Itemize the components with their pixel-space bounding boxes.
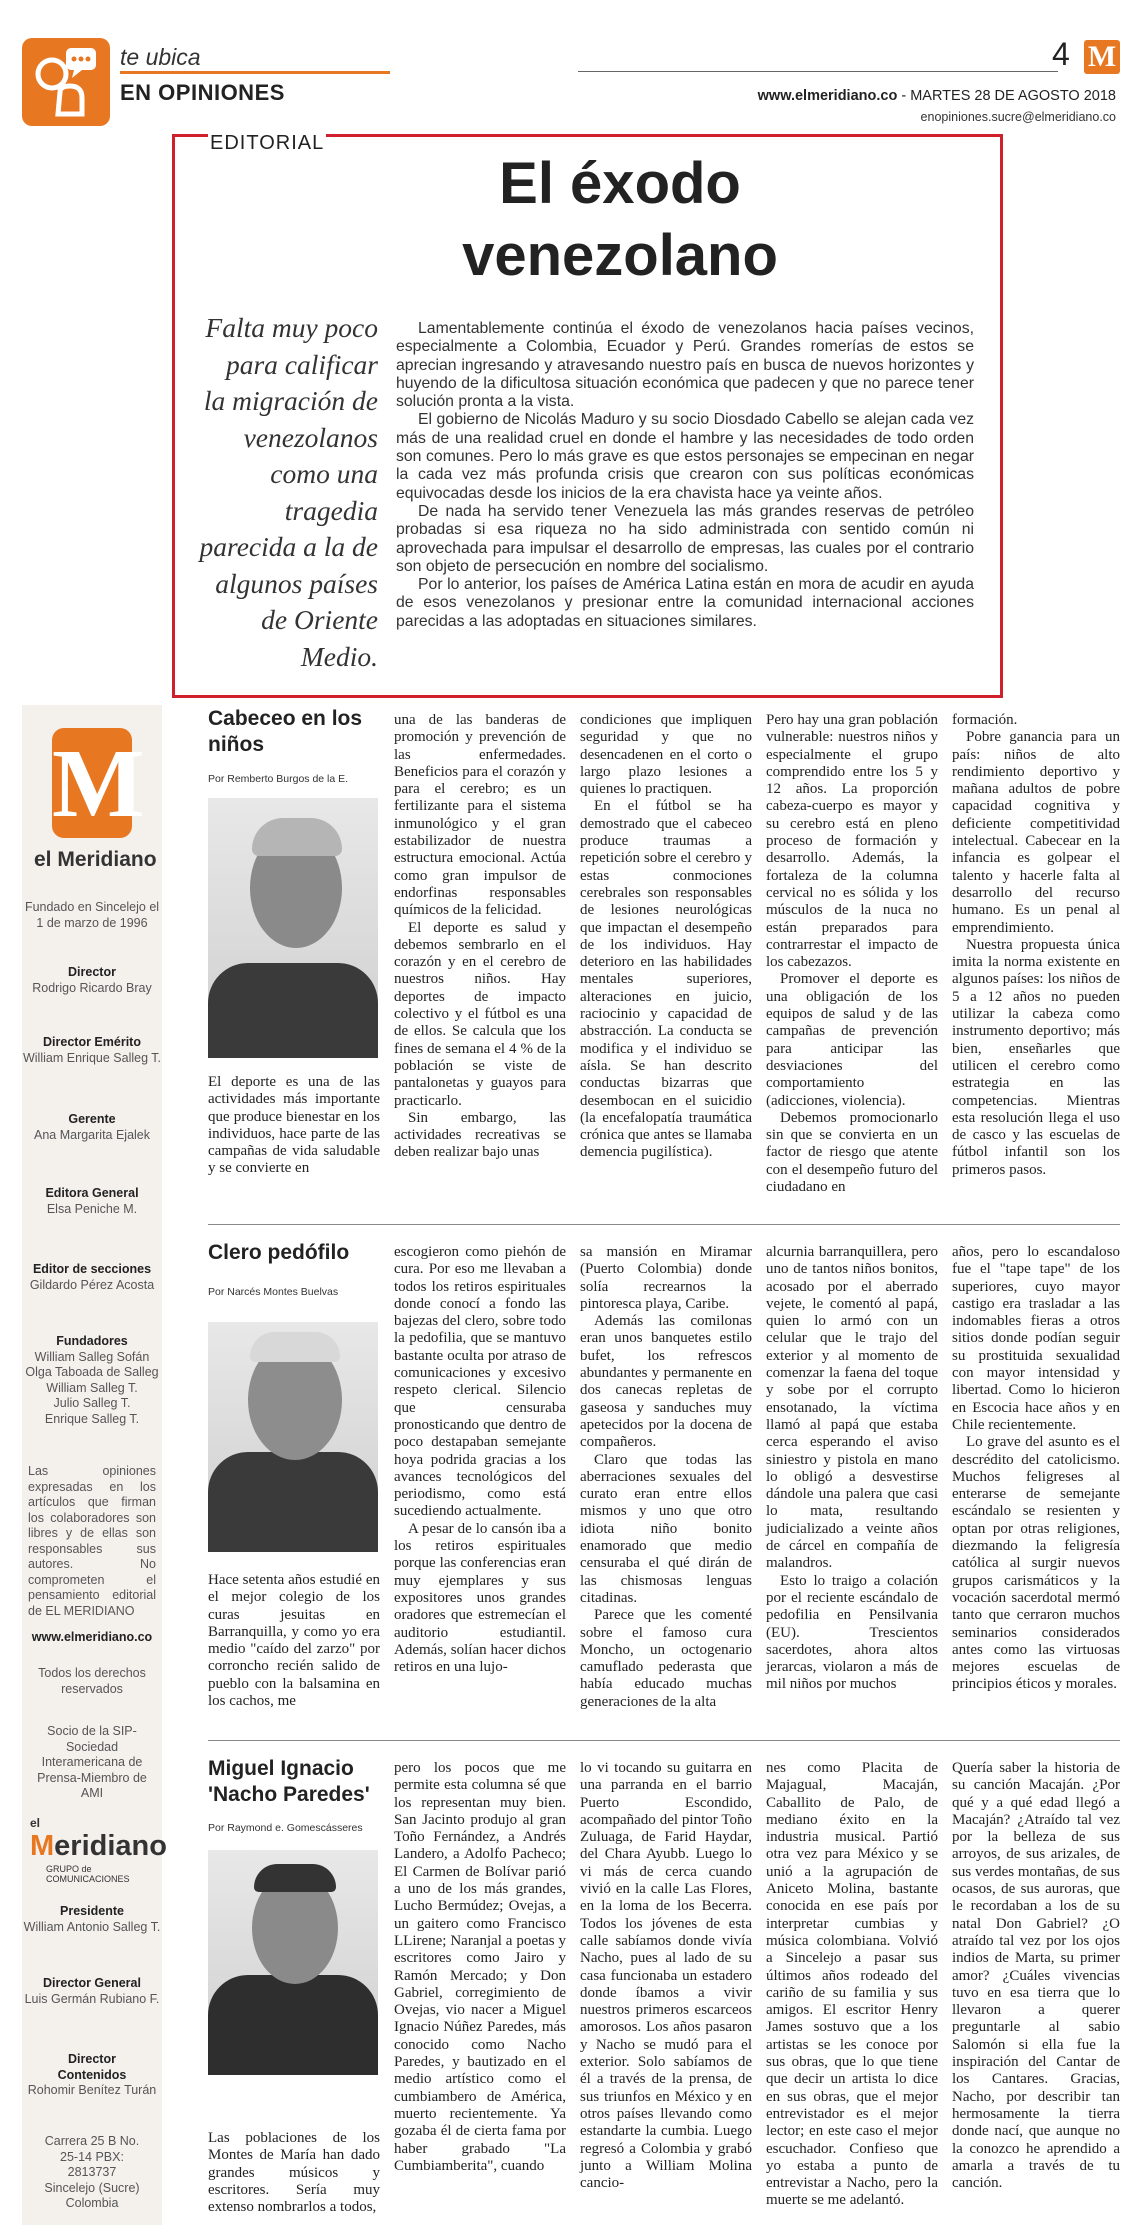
- article-column: [766, 1244, 938, 1694]
- staff-entry: [22, 1186, 162, 1217]
- staff-role: Director Contenidos: [57, 2052, 127, 2082]
- photo-hair-icon: [250, 1332, 340, 1362]
- editorial-title: El éxodo venezolano: [462, 151, 778, 288]
- column-paragraph: lo vi tocando su guitarra en una parranda en el barrio Puerto Escondido, acompañado del pintor Toño Zuluaga, de Farid Haydar, del Chara Ayubb. Luego lo vi más de cerca cuando vivió en la calle Las Flores, en la loma de los Becerra. Todos los jóvenes de esta calle sabíamos donde vivía Nacho, pues al lado de su casa funcionaba un estadero donde íbamos a vivir nuestros primeros escarceos amorosos. Los años pasaron y Nacho se mudó para el exterior. Solo sabíamos de él a través de la prensa, de sus triunfos en México y en otros países llevando como estandarte la cumbia. Luego regresó a Colombia y grabó junto a William Molina cancio-: [580, 1760, 752, 2192]
- staff-name: Ana Margarita Ejalek: [33, 1127, 151, 1142]
- photo-body-icon: [208, 1452, 378, 1552]
- staff-role: Editor de secciones: [32, 1262, 152, 1276]
- editorial-pull-quote: Falta muy poco para calificar la migración de venezolanos como una tragedia parecida a la de algunos países de Oriente Medio.: [199, 312, 378, 672]
- column-paragraph: una de las banderas de promoción y prevención de las enfermedades. Beneficios para el corazón y para el cerebro; es un fertilizante para el sistema inmunológico y el gran estabilizador de nuestra estructura emocional. Actúa como gran impulsor de endorfinas responsables químicos de la felicidad.: [394, 712, 566, 919]
- rights-note: Todos los derechos reservados: [38, 1666, 146, 1696]
- founder-name: Olga Taboada de Salleg: [25, 1365, 159, 1379]
- page-number: 4: [1052, 36, 1070, 72]
- founder-name: Enrique Salleg T.: [44, 1411, 140, 1426]
- article-column: [580, 712, 752, 1162]
- website-link[interactable]: www.elmeridiano.co: [757, 88, 898, 104]
- founders-list: [22, 1334, 162, 1427]
- column-paragraph: A pesar de lo cansón iba a los retiros espirituales porque las conferencias eran muy ejemplares y sus expositores unos grandes oradores que estremecían el auditorio estudiantil. Además, solían hacer dichos retiros en una lujo-: [394, 1520, 566, 1676]
- group-brand: [30, 1830, 167, 1863]
- article-column: [394, 1760, 566, 2175]
- group-staff-entry: [22, 2052, 162, 2099]
- sip-note: Socio de la SIP-Sociedad Interamericana de Prensa-Miembro de AMI: [37, 1724, 147, 1800]
- article-lead: [208, 1572, 380, 1710]
- article-byline: Por Remberto Burgos de la E.: [208, 773, 349, 785]
- site-date-line: [758, 88, 1116, 104]
- editorial-paragraph: El gobierno de Nicolás Maduro y su socio Diosdado Cabello se alejan cada vez más de una realidad cruel en donde el hambre y las necesidades de todo orden son comunes. Pero lo más grave es que estos personajes se empecinan en negar la cada vez más profunda crisis que crearon con sus políticas económicas equivocadas desde los inicios de la era chavista hace ya veinte años.: [396, 411, 974, 502]
- article-divider: [208, 1740, 1120, 1741]
- editorial-body: [396, 320, 974, 631]
- staff-name: Gildardo Pérez Acosta: [29, 1277, 155, 1292]
- photo-hair-icon: [254, 1864, 336, 1892]
- staff-entry: [22, 1112, 162, 1143]
- address: Carrera 25 B No. 25-14 PBX: 2813737 Sincelejo (Sucre) Colombia: [44, 2134, 140, 2210]
- column-paragraph: Promover el deporte es una obligación de los equipos de salud y de las campañas de prevención para anticipar las desviaciones del comportamiento (adicciones, violencia).: [766, 971, 938, 1109]
- column-paragraph: Nuestra propuesta única imita la norma existente en algunos países: los niños de 5 a 12 años no pueden utilizar la cabeza como instrumento deportivo; más bien, enseñarles que utilicen el cerebro como estrategia en las competencias. Mientras esta resolución llega el uso de casco y las escuelas de fútbol infantil son los primeros pasos.: [952, 936, 1120, 1178]
- author-photo: [208, 1322, 378, 1552]
- article-column: [580, 1244, 752, 1711]
- article-column: [952, 1244, 1120, 1694]
- staff-role: Presidente: [60, 1904, 124, 1918]
- column-paragraph: formación.: [952, 712, 1018, 728]
- staff-role: Editora General: [45, 1186, 139, 1200]
- section-title: EN OPINIONES: [120, 80, 285, 105]
- column-paragraph: Debemos promocionarlo sin que se convierta en un factor de riesgo que atente con el desempeño futuro del ciudadano en: [766, 1109, 938, 1196]
- article-column: [952, 712, 1120, 1179]
- article-column: [580, 1760, 752, 2192]
- lead-paragraph: El deporte es una de las actividades más importante que produce bienestar en los individuos, hace parte de las campañas de vida saludable y se convierte en: [208, 1074, 380, 1177]
- lead-paragraph: Hace setenta años estudié en el mejor colegio de los curas jesuitas en Barranquilla, y como yo era medio "caído del zarzo" por corroncho recién salido de pueblo con la balsamina en los cachos, me: [208, 1572, 380, 1710]
- column-paragraph: pero los pocos que me permite esta columna sé que los representan muy bien. San Jacinto produjo al gran Toño Fernández, a Andrés Landero, a Adolfo Pacheco; El Carmen de Bolívar parió a uno de los más grandes, Lucho Bermúdez; Ovejas, a un gaitero como Francisco LLirene; Naranjal a poetas y escritores como Jairo y Ramón Mercado; y Don Gabriel, corregimiento de Ovejas, vio nacer a Miguel Ignacio Núñez Paredes, más conocido como Nacho Paredes, y bautizado en el medio artístico como el cumbiambero de América, muerto recientemente. Ya gozaba él de cierta fama por haber grabado "La Cumbiamberita", cuando: [394, 1760, 566, 2174]
- editorial-paragraph: Por lo anterior, los países de América Latina están en mora de acudir en ayuda de esos venezolanos y presionar entre la comunidad internacional acciones parecidas a las adoptadas en situaciones similares.: [396, 576, 974, 630]
- founder-name: William Salleg Sofán: [34, 1349, 150, 1364]
- column-paragraph: Sin embargo, las actividades recreativas se deben realizar bajo unas: [394, 1109, 566, 1161]
- author-photo: [208, 798, 378, 1058]
- sidebar-brand: el Meridiano: [34, 848, 157, 871]
- article-lead: [208, 2130, 380, 2216]
- column-paragraph: Además las comilonas eran unos banquetes estilo bufet, los refrescos abundantes y permanente en dos canecas repletas de gaseosa y sanduches muy apetecidos por la docena de compañeros.: [580, 1313, 752, 1451]
- staff-name: William Enrique Salleg T.: [22, 1050, 162, 1065]
- staff-name: Rohomir Benítez Turán: [27, 2083, 157, 2097]
- staff-role: Director Emérito: [43, 1035, 141, 1049]
- column-paragraph: alcurnia barranquillera, pero uno de tantos niños bonitos, acosado por el aberrado vejete, le comentó al papá, quien lo armó con un celular que le trajo del exterior y al momento de comenzar la faena del toque y sobe por el corrupto ensotanado, la víctima llamó al papá que estaba cerca esperando el aviso siniestro y pistola en mano lo obligó a desvestirse dándole una palera que casi lo mata, resultando judicializado a veinte años de cárcel en compañía de malandros.: [766, 1244, 938, 1572]
- article-title: Clero pedófilo: [208, 1241, 350, 1264]
- article-column: [952, 1760, 1120, 2192]
- article-title: Cabeceo en los niños: [208, 707, 363, 756]
- group-brand-sub: GRUPO de COMUNICACIONES: [46, 1864, 130, 1884]
- column-paragraph: Quería saber la historia de su canción Macaján. ¿Por qué y a qué edad llegó a Macaján? ¿Atraído tal vez por la belleza de sus arroyos, de sus arizales, de sus verdes montañas, de sus ocasos, de sus auroras, que le recordaban a los de su natal Don Gabriel? ¿O atraído tal vez por los ojos indios de Marta, su primer amor? ¿Cuáles vivencias tuvo en esa tierra que lo llevaron a querer preguntarle al sabio Salomón si ella fue la inspiración del Cantar de los Cantares. Gracias, Nacho, por describir tan hermosamente la tierra donde nací, que aunque no la conozco he aprendido a amarla a través de tu canción.: [952, 1760, 1120, 2192]
- founders-title: Fundadores: [56, 1334, 128, 1348]
- column-paragraph: Claro que todas las aberraciones sexuales del curato eran entre ellos mismos y uno que otro idiota niño bonito enamorado que medio censuraba el qué dirán de las chismosas lenguas citadinas.: [580, 1451, 752, 1606]
- meridiano-m-logo-icon: M: [52, 730, 145, 838]
- article-title: Miguel Ignacio 'Nacho Paredes': [208, 1757, 370, 1806]
- photo-body-icon: [208, 963, 378, 1058]
- founder-name: Julio Salleg T.: [53, 1396, 131, 1410]
- staff-name: Elsa Peniche M.: [46, 1201, 138, 1216]
- editorial-paragraph: Lamentablemente continúa el éxodo de venezolanos hacia países vecinos, especialmente a Colombia, Ecuador y Perú. Grandes romerías de estos se aprecian ingresando y atravesando nuestro país en busca de nuevos horizontes y huyendo de la dificultosa situación económica que padecen y que no parece tener solución pronta a la vista.: [396, 320, 974, 411]
- header-orange-rule: [120, 71, 390, 74]
- founder-name: William Salleg T.: [46, 1380, 138, 1395]
- section-logo-icon: [22, 38, 110, 126]
- photo-hair-icon: [252, 818, 342, 856]
- article-column: [394, 712, 566, 1162]
- column-paragraph: nes como Placita de Majagual, Macaján, Caballito de Palo, de mediano éxito en la industria musical. Partió otra vez para México y se unió a la agrupación de Aniceto Molina, bastante conocida en ese país por interpretar cumbias y música colombiana. Volvió a Sincelejo a pasar sus últimos años rodeado del cariño de su familia y sus amigos. El escritor Henry James sostuvo que a los artistas se les conoce por sus obras, que lo que tiene que decir un artista lo dice en sus obras, que el mejor entrevistador es el mejor lector; en este caso el mejor escuchador. Confieso que yo estaba a punto de entrevistar a Nacho, pero la muerte se me adelantó.: [766, 1760, 938, 2209]
- group-brand-initial-icon: M: [30, 1830, 55, 1862]
- staff-entry: [22, 965, 162, 996]
- column-paragraph: En el fútbol se ha demostrado que el cabeceo produce traumas a repetición sobre el cerebro y estas conmociones cerebrales son responsables de lesiones neurológicas que impactan el desempeño de los individuos. Hay deterioro en las habilidades mentales superiores, alteraciones en juicio, raciocinio y capacidad de abstracción. La conducta se modifica y el individuo se aísla. Se han descrito conductas bizarras que desembocan en el suicidio (la encefalopatía traumática crónica que antes se llamaba demencia pugilística).: [580, 798, 752, 1161]
- staff-role: Director General: [43, 1976, 141, 1990]
- staff-role: Gerente: [68, 1112, 116, 1126]
- staff-entry: [22, 1035, 162, 1066]
- photo-body-icon: [208, 1975, 378, 2075]
- editorial-label: EDITORIAL: [210, 132, 325, 154]
- column-paragraph: escogieron como piehón de cura. Por eso me llevaban a todos los retiros espirituales donde conocí a fondo las bajezas del clero, sobre todo la pedofilia, que se mantuvo bastante oculta por atraso de comunicaciones y excesivo respeto clerical. Silencio que censuraba pronosticando que dentro de poco destapaban semejante hoya podrida gracias a los avances tecnológicos del periodismo, como está sucediendo actualmente.: [394, 1244, 566, 1520]
- column-paragraph: El deporte es salud y debemos sembrarlo en el corazón y en el cerebro de nuestros niños. Hay deportes de impacto colectivo y el fútbol es una de ellos. Se calcula que los fines de semana el 4 % de la población se viste de pantalonetas y guayos para practicarlo.: [394, 919, 566, 1109]
- lead-paragraph: Las poblaciones de los Montes de María han dado grandes músicos y escritores. Sería muy extenso nombrarlos a todos,: [208, 2130, 380, 2216]
- column-paragraph: Parece que les comenté sobre el famoso cura Moncho, un octogenario camuflado pederasta que había educado muchas generaciones de la alta: [580, 1607, 752, 1710]
- staff-entry: [22, 1262, 162, 1293]
- staff-name: Rodrigo Ricardo Bray: [32, 980, 152, 995]
- column-paragraph: Pobre ganancia para un país: niños de alto rendimiento deportivo y mañana adultos de pobre capacidad cognitiva y deficiente competitividad intelectual. Cabecear en la infancia es golpear el talento y hacerle falta al desarrollo del recurso humano. Es un penal al emprendimiento.: [952, 729, 1120, 936]
- issue-date: - MARTES 28 DE AGOSTO 2018: [897, 88, 1116, 104]
- meridiano-logo-icon: M: [1084, 40, 1120, 74]
- group-staff-entry: [22, 1904, 162, 1935]
- article-byline: Por Raymond e. Gomescásseres: [208, 1822, 363, 1834]
- section-kicker: te ubica: [120, 44, 201, 70]
- sidebar-website[interactable]: www.elmeridiano.co: [31, 1630, 153, 1644]
- column-paragraph: Pero hay una gran población vulnerable: nuestros niños y especialmente el grupo comprendido entre los 5 y 12 años. La proporción cabeza-cuerpo es mayor y su cerebro está en pleno proceso de formación y desarrollo. Además, la fortaleza de la columna cervical no es sólida y los músculos de la nuca no están preparados para contrarrestar el impacto de los cabezazos.: [766, 712, 938, 971]
- brand2-prefix: el: [30, 1816, 41, 1830]
- column-paragraph: Lo grave del asunto es el descrédito del catolicismo. Muchos feligreses al enterarse de semejante escándalo se resienten y optan por otras religiones, diezmando la feligresía católica al surgir nuevos grupos carismáticos y la vocación sacerdotal mermó tanto que cerraron muchos seminarios considerados antes como las virtuosas mejores escuelas de principios éticos y morales.: [952, 1434, 1120, 1693]
- staff-name: Luis Germán Rubiano F.: [24, 1991, 160, 2006]
- staff-role: Director: [68, 965, 116, 979]
- header-rule: [578, 71, 1058, 72]
- column-paragraph: años, pero lo escandaloso fue el "tape tape" de los superiores, cuyo mayor castigo era trasladar a las indomables fieras a otros sitios donde podían seguir su prostituida sexualidad con mayor intensidad y libertad. Como lo hicieron en Escocia hace años y en Chile recientemente.: [952, 1244, 1120, 1433]
- column-paragraph: Esto lo traigo a colación por el reciente escándalo de pedofilia en Pensilvania (EU). Trescientos sacerdotes, ahora altos jerarcas, violaron a más de mil niños por muchos: [766, 1572, 938, 1693]
- staff-name: William Antonio Salleg T.: [23, 1919, 161, 1934]
- founded-note: Fundado en Sincelejo el 1 de marzo de 1996: [24, 900, 160, 930]
- editorial-paragraph: De nada ha servido tener Venezuela las más grandes reservas de petróleo probadas si esa riqueza no ha sido administrada con sentido común ni aprovechada para impulsar el desarrollo de empresas, las cuales por el contrario son objeto de persecución en nombre del socialismo.: [396, 502, 974, 575]
- article-column: [394, 1244, 566, 1676]
- column-paragraph: sa mansión en Miramar (Puerto Colombia) donde solía recrearnos la pintoresca playa, Caribe.: [580, 1244, 752, 1312]
- article-lead: [208, 1074, 380, 1178]
- article-column: [766, 1760, 938, 2210]
- article-column: [766, 712, 938, 1196]
- article-divider: [208, 1224, 1120, 1225]
- group-brand-rest: eridiano: [54, 1830, 167, 1862]
- group-staff-entry: [22, 1976, 162, 2007]
- disclaimer: Las opiniones expresadas en los artículos que firman los colaboradores son libres y de ellas son responsables sus autores. No comprometen el pensamiento editorial de EL MERIDIANO: [28, 1464, 156, 1618]
- column-paragraph: condiciones que impliquen seguridad y que no desencadenen en el corto o largo plazo lesiones a quienes lo practiquen.: [580, 712, 752, 798]
- contact-email[interactable]: enopiniones.sucre@elmeridiano.co: [920, 110, 1116, 124]
- author-photo: [208, 1850, 378, 2075]
- article-byline: Por Narcés Montes Buelvas: [208, 1286, 339, 1298]
